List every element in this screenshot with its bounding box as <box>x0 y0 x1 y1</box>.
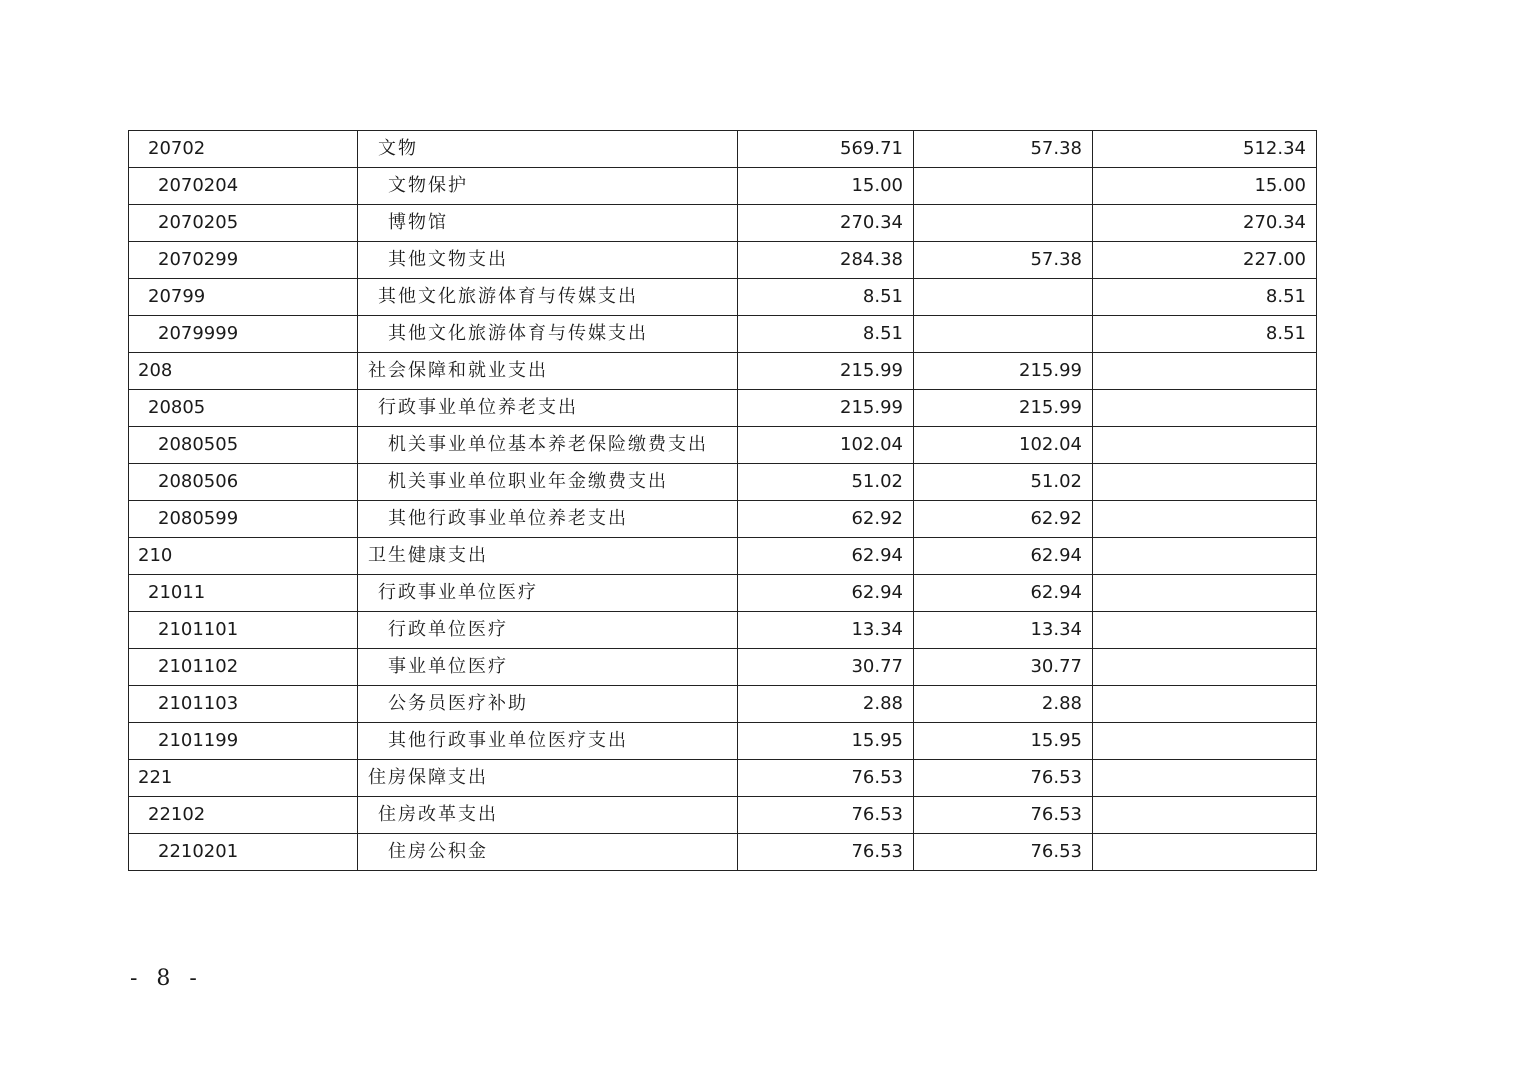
table-row <box>129 464 1317 501</box>
cell-basic: 76.53 <box>914 797 1093 834</box>
cell-project <box>1093 834 1317 871</box>
cell-name: 其他文化旅游体育与传媒支出 <box>358 279 738 316</box>
cell-basic: 30.77 <box>914 649 1093 686</box>
table-row <box>129 649 1317 686</box>
cell-total: 62.92 <box>738 501 914 538</box>
cell-name: 行政事业单位养老支出 <box>358 390 738 427</box>
cell-total: 8.51 <box>738 316 914 353</box>
cell-project: 8.51 <box>1093 316 1317 353</box>
table-row <box>129 242 1317 279</box>
cell-name: 事业单位医疗 <box>358 649 738 686</box>
page-number: - 8 - <box>130 966 203 991</box>
cell-project <box>1093 797 1317 834</box>
cell-name: 行政事业单位医疗 <box>358 575 738 612</box>
cell-basic: 76.53 <box>914 834 1093 871</box>
cell-name: 卫生健康支出 <box>358 538 738 575</box>
cell-name: 住房公积金 <box>358 834 738 871</box>
cell-total: 270.34 <box>738 205 914 242</box>
cell-basic: 57.38 <box>914 242 1093 279</box>
cell-basic: 215.99 <box>914 353 1093 390</box>
cell-code: 20805 <box>129 390 358 427</box>
cell-total: 284.38 <box>738 242 914 279</box>
table-row <box>129 575 1317 612</box>
cell-code: 21011 <box>129 575 358 612</box>
cell-name: 住房保障支出 <box>358 760 738 797</box>
cell-total: 76.53 <box>738 760 914 797</box>
table-row <box>129 427 1317 464</box>
cell-project: 15.00 <box>1093 168 1317 205</box>
cell-project <box>1093 686 1317 723</box>
cell-code: 210 <box>129 538 358 575</box>
cell-total: 215.99 <box>738 353 914 390</box>
cell-name: 社会保障和就业支出 <box>358 353 738 390</box>
cell-project <box>1093 464 1317 501</box>
cell-name: 文物 <box>358 131 738 168</box>
cell-basic: 76.53 <box>914 760 1093 797</box>
cell-name: 其他文物支出 <box>358 242 738 279</box>
cell-name: 住房改革支出 <box>358 797 738 834</box>
cell-basic <box>914 168 1093 205</box>
cell-name: 其他行政事业单位医疗支出 <box>358 723 738 760</box>
table-row <box>129 316 1317 353</box>
cell-name: 其他文化旅游体育与传媒支出 <box>358 316 738 353</box>
table-row <box>129 760 1317 797</box>
cell-total: 76.53 <box>738 834 914 871</box>
cell-code: 22102 <box>129 797 358 834</box>
cell-code: 2079999 <box>129 316 358 353</box>
cell-project <box>1093 649 1317 686</box>
cell-name: 公务员医疗补助 <box>358 686 738 723</box>
table-row <box>129 501 1317 538</box>
cell-basic <box>914 316 1093 353</box>
cell-basic: 51.02 <box>914 464 1093 501</box>
cell-total: 8.51 <box>738 279 914 316</box>
table-row <box>129 205 1317 242</box>
cell-code: 2080599 <box>129 501 358 538</box>
cell-project <box>1093 538 1317 575</box>
cell-basic: 215.99 <box>914 390 1093 427</box>
cell-code: 2070204 <box>129 168 358 205</box>
cell-code: 2101102 <box>129 649 358 686</box>
cell-project: 227.00 <box>1093 242 1317 279</box>
cell-total: 30.77 <box>738 649 914 686</box>
cell-total: 62.94 <box>738 538 914 575</box>
cell-basic: 62.94 <box>914 575 1093 612</box>
cell-code: 2080505 <box>129 427 358 464</box>
cell-code: 2070299 <box>129 242 358 279</box>
cell-basic: 62.94 <box>914 538 1093 575</box>
cell-basic: 102.04 <box>914 427 1093 464</box>
cell-total: 215.99 <box>738 390 914 427</box>
cell-code: 2101101 <box>129 612 358 649</box>
table-row <box>129 131 1317 168</box>
cell-code: 2101103 <box>129 686 358 723</box>
cell-code: 221 <box>129 760 358 797</box>
cell-name: 机关事业单位职业年金缴费支出 <box>358 464 738 501</box>
cell-code: 2210201 <box>129 834 358 871</box>
table-row <box>129 168 1317 205</box>
cell-code: 2080506 <box>129 464 358 501</box>
cell-code: 20702 <box>129 131 358 168</box>
cell-name: 行政单位医疗 <box>358 612 738 649</box>
cell-project: 270.34 <box>1093 205 1317 242</box>
cell-code: 2070205 <box>129 205 358 242</box>
budget-expenditure-table <box>128 130 1317 871</box>
cell-project <box>1093 723 1317 760</box>
cell-project <box>1093 390 1317 427</box>
cell-basic <box>914 279 1093 316</box>
cell-basic: 13.34 <box>914 612 1093 649</box>
cell-total: 569.71 <box>738 131 914 168</box>
cell-total: 76.53 <box>738 797 914 834</box>
table-row <box>129 353 1317 390</box>
cell-name: 文物保护 <box>358 168 738 205</box>
cell-basic: 62.92 <box>914 501 1093 538</box>
table-row <box>129 279 1317 316</box>
cell-name: 其他行政事业单位养老支出 <box>358 501 738 538</box>
cell-project <box>1093 575 1317 612</box>
cell-basic: 57.38 <box>914 131 1093 168</box>
cell-name: 机关事业单位基本养老保险缴费支出 <box>358 427 738 464</box>
cell-total: 2.88 <box>738 686 914 723</box>
table-row <box>129 797 1317 834</box>
table-row <box>129 538 1317 575</box>
cell-project <box>1093 353 1317 390</box>
cell-code: 208 <box>129 353 358 390</box>
cell-project <box>1093 612 1317 649</box>
cell-project <box>1093 501 1317 538</box>
table-row <box>129 390 1317 427</box>
cell-total: 62.94 <box>738 575 914 612</box>
table-row <box>129 686 1317 723</box>
cell-project: 8.51 <box>1093 279 1317 316</box>
cell-total: 102.04 <box>738 427 914 464</box>
table-body <box>129 131 1317 871</box>
cell-project: 512.34 <box>1093 131 1317 168</box>
cell-total: 15.00 <box>738 168 914 205</box>
cell-project <box>1093 427 1317 464</box>
cell-total: 15.95 <box>738 723 914 760</box>
cell-code: 2101199 <box>129 723 358 760</box>
cell-project <box>1093 760 1317 797</box>
cell-total: 13.34 <box>738 612 914 649</box>
cell-code: 20799 <box>129 279 358 316</box>
cell-basic: 2.88 <box>914 686 1093 723</box>
table-row <box>129 612 1317 649</box>
table-row <box>129 834 1317 871</box>
cell-name: 博物馆 <box>358 205 738 242</box>
cell-basic: 15.95 <box>914 723 1093 760</box>
cell-total: 51.02 <box>738 464 914 501</box>
table-row <box>129 723 1317 760</box>
cell-basic <box>914 205 1093 242</box>
